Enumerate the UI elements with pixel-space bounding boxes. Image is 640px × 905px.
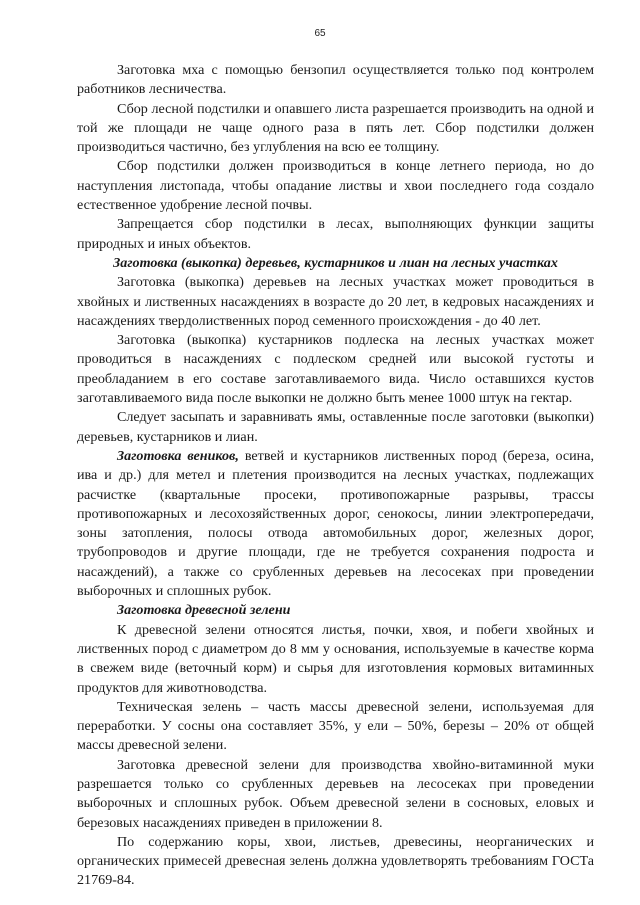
paragraph-greens-harvest: Заготовка древесной зелени для производства хвойно-витаминной муки разрешается только со срубленных деревьев на лесосеках при проведении выборочных и сплошных рубок. Объем древесной зелени в сосновых, еловых и березовых насаждениях приведен в приложении 8.	[77, 756, 594, 831]
paragraph-greens-standard: По содержанию коры, хвои, листьев, древесины, неорганических и органических примесей древесная зелень должна удовлетворять требованиям ГОСТа 21769-84.	[77, 833, 594, 889]
brooms-text: ветвей и кустарников лиственных пород (береза, осина, ива и др.) для метел и плетения производится на лесных участках, подлежащих расчистке (квартальные просеки, противопожарные разрывы, трассы противопожарных и лесохозяйственных дорог, сенокосы, линии электропередачи, зоны затопления, полосы отвода автомобильных дорог, железных дорог, трубопроводов и другие площади, где не требуется сохранения подроста и насаждений), а также со срубленных деревьев на лесосеках при проведении выборочных и сплошных рубок.	[77, 447, 595, 600]
paragraph-litter-prohibition: Запрещается сбор подстилки в лесах, выполняющих функции защиты природных и иных объектов.	[77, 216, 594, 252]
paragraph-moss: Заготовка мха с помощью бензопил осуществляется только под контролем работников лесничества.	[77, 62, 594, 98]
page-content	[77, 61, 594, 891]
paragraph-litter-collection: Сбор лесной подстилки и опавшего листа разрешается производить на одной и той же площади не чаще одного раза в пять лет. Сбор подстилки должен производиться частично, без углубления на всю ее толщину.	[77, 100, 594, 156]
paragraph-trees-age: Заготовка (выкопка) деревьев на лесных участках может проводиться в хвойных и лиственных насаждениях в возрасте до 20 лет, в кедровых насаждениях и насаждениях твердолиственных пород семенного происхождения - до 40 лет.	[77, 274, 594, 329]
section-heading-trees: Заготовка (выкопка) деревьев, кустарников и лиан на лесных участках	[113, 254, 558, 271]
paragraph-shrubs: Заготовка (выкопка) кустарников подлеска на лесных участках может проводиться в насаждениях с подлеском средней или высокой густоты и преобладанием в его составе заготавливаемого вида. Число оставшихся кустов заготавливаемого вида после выкопки не должно быть менее 1000 штук на гектар.	[77, 332, 594, 407]
brooms-lead: Заготовка веников,	[117, 447, 239, 464]
paragraph-greens-definition: К древесной зелени относятся листья, почки, хвоя, и побеги хвойных и лиственных пород с диаметром до 8 мм у основания, используемые в качестве корма в свежем виде (веточный корм) и сырья для изготовления кормовых витаминных продуктов для животноводства.	[77, 621, 594, 696]
section-heading-greens: Заготовка древесной зелени	[117, 602, 291, 619]
paragraph-technical-greens: Техническая зелень – часть массы древесной зелени, используемая для переработки. У сосны она составляет 35%, у ели – 50%, березы – 20% от общей массы древесной зелени.	[77, 698, 594, 754]
paragraph-litter-timing: Сбор подстилки должен производиться в конце летнего периода, но до наступления листопада, чтобы опадание листвы и хвои последнего года создало естественное удобрение лесной почвы.	[77, 158, 594, 214]
paragraph-pits: Следует засыпать и заравнивать ямы, оставленные после заготовки (выкопки) деревьев, кустарников и лиан.	[77, 409, 594, 445]
paragraph-brooms	[77, 447, 594, 601]
page-number: 65	[314, 28, 326, 39]
